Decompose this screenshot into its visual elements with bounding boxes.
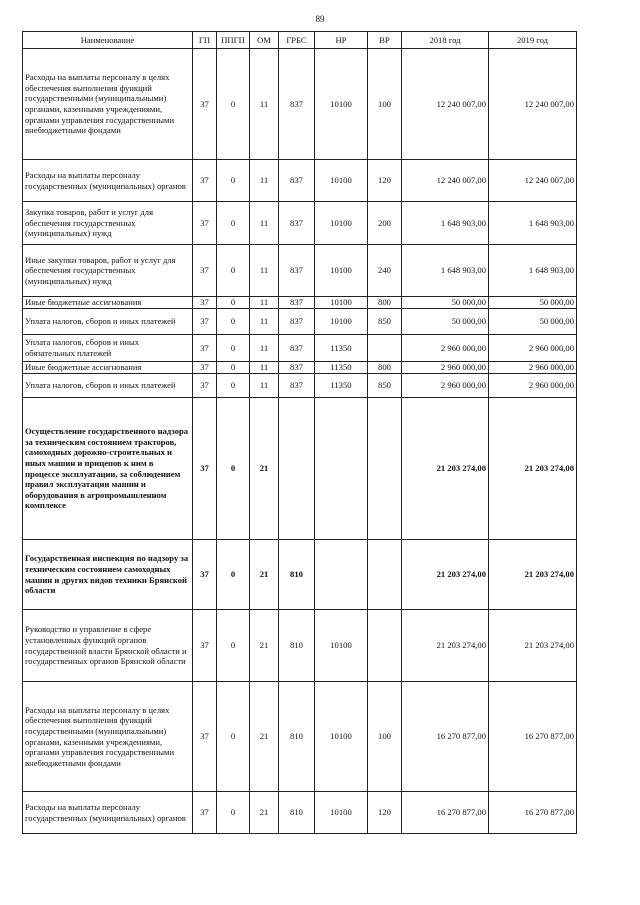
row-grbs: 810 [279, 792, 315, 834]
row-2019: 2 960 000,00 [489, 374, 577, 398]
row-name: Государственная инспекция по надзору за техническим состоянием самоходных машин и других видов техники Брянской области [23, 540, 193, 610]
row-name: Иные бюджетные ассигнования [23, 362, 193, 374]
row-vr: 120 [368, 160, 402, 202]
row-ppgp: 0 [217, 297, 250, 309]
row-ppgp: 0 [217, 792, 250, 834]
table-row [23, 540, 577, 610]
row-name: Расходы на выплаты персоналу в целях обеспечения выполнения функций государственными (муниципальными) органами, казенными учреждениями, органами управления государственными внебюджетными фондами [23, 49, 193, 160]
row-2018: 50 000,00 [402, 309, 489, 335]
row-2018: 1 648 903,00 [402, 245, 489, 297]
row-vr: 100 [368, 49, 402, 160]
row-nr: 10100 [315, 49, 368, 160]
row-nr: 10100 [315, 682, 368, 792]
row-gp: 37 [193, 792, 217, 834]
header-ppgp: ППГП [217, 32, 250, 49]
row-name: Иные закупки товаров, работ и услуг для обеспечения государственных (муниципальных) нужд [23, 245, 193, 297]
row-grbs: 837 [279, 362, 315, 374]
row-2018: 21 203 274,00 [402, 398, 489, 540]
row-2019: 50 000,00 [489, 297, 577, 309]
row-gp: 37 [193, 398, 217, 540]
row-2018: 2 960 000,00 [402, 335, 489, 362]
row-vr [368, 610, 402, 682]
row-om: 11 [250, 309, 279, 335]
row-grbs: 837 [279, 202, 315, 245]
row-ppgp: 0 [217, 335, 250, 362]
row-om: 21 [250, 682, 279, 792]
row-nr: 11350 [315, 374, 368, 398]
table-row [23, 610, 577, 682]
row-vr [368, 335, 402, 362]
budget-table [22, 31, 577, 834]
header-gp: ГП [193, 32, 217, 49]
row-vr: 120 [368, 792, 402, 834]
table-row [23, 682, 577, 792]
row-2018: 21 203 274,00 [402, 610, 489, 682]
row-grbs: 837 [279, 49, 315, 160]
header-name: Наименование [23, 32, 193, 49]
row-2018: 2 960 000,00 [402, 362, 489, 374]
table-row [23, 160, 577, 202]
row-nr: 10100 [315, 792, 368, 834]
table-row [23, 297, 577, 309]
table-row [23, 245, 577, 297]
row-om: 21 [250, 610, 279, 682]
row-gp: 37 [193, 297, 217, 309]
row-2019: 1 648 903,00 [489, 245, 577, 297]
row-gp: 37 [193, 362, 217, 374]
header-2018: 2018 год [402, 32, 489, 49]
page-number: 89 [315, 14, 325, 24]
table-header-row [23, 32, 577, 49]
row-name: Расходы на выплаты персоналу в целях обеспечения выполнения функций государственными (муниципальными) органами, казенными учреждениями, органами управления государственными внебюджетными фондами [23, 682, 193, 792]
row-vr: 850 [368, 374, 402, 398]
row-2019: 2 960 000,00 [489, 362, 577, 374]
row-ppgp: 0 [217, 540, 250, 610]
row-name: Осуществление государственного надзора за техническим состоянием тракторов, самоходных дорожно-строительных и иных машин и прицепов к ним в процессе эксплуатации, за соблюдением правил эксплуатации машин и оборудования в агропромышленном комплексе [23, 398, 193, 540]
row-nr: 10100 [315, 610, 368, 682]
row-grbs [279, 398, 315, 540]
row-nr: 11350 [315, 362, 368, 374]
row-name: Расходы на выплаты персоналу государственных (муниципальных) органов [23, 160, 193, 202]
row-grbs: 810 [279, 610, 315, 682]
row-ppgp: 0 [217, 610, 250, 682]
row-2018: 12 240 007,00 [402, 160, 489, 202]
row-gp: 37 [193, 540, 217, 610]
row-gp: 37 [193, 335, 217, 362]
row-name: Расходы на выплаты персоналу государственных (муниципальных) органов [23, 792, 193, 834]
row-vr: 800 [368, 362, 402, 374]
row-om: 11 [250, 202, 279, 245]
row-om: 11 [250, 335, 279, 362]
row-om: 11 [250, 49, 279, 160]
row-gp: 37 [193, 202, 217, 245]
row-vr [368, 398, 402, 540]
row-name: Уплата налогов, сборов и иных платежей [23, 309, 193, 335]
row-grbs: 837 [279, 297, 315, 309]
row-2019: 16 270 877,00 [489, 792, 577, 834]
row-om: 11 [250, 362, 279, 374]
row-2019: 50 000,00 [489, 309, 577, 335]
row-grbs: 837 [279, 245, 315, 297]
row-grbs: 837 [279, 309, 315, 335]
row-ppgp: 0 [217, 309, 250, 335]
row-gp: 37 [193, 682, 217, 792]
row-gp: 37 [193, 160, 217, 202]
row-2019: 21 203 274,00 [489, 540, 577, 610]
row-vr: 800 [368, 297, 402, 309]
row-om: 11 [250, 160, 279, 202]
row-nr: 10100 [315, 160, 368, 202]
header-vr: ВР [368, 32, 402, 49]
row-2018: 16 270 877,00 [402, 792, 489, 834]
row-2019: 16 270 877,00 [489, 682, 577, 792]
row-2019: 12 240 007,00 [489, 160, 577, 202]
row-ppgp: 0 [217, 374, 250, 398]
row-nr [315, 540, 368, 610]
row-2018: 50 000,00 [402, 297, 489, 309]
table-row [23, 335, 577, 362]
row-ppgp: 0 [217, 202, 250, 245]
row-gp: 37 [193, 49, 217, 160]
row-om: 11 [250, 245, 279, 297]
row-name: Руководство и управление в сфере установленных функций органов государственной власти Брянской области и государственных органов Брянской области [23, 610, 193, 682]
row-name: Иные бюджетные ассигнования [23, 297, 193, 309]
row-2019: 1 648 903,00 [489, 202, 577, 245]
row-grbs: 810 [279, 540, 315, 610]
row-2018: 2 960 000,00 [402, 374, 489, 398]
row-vr: 200 [368, 202, 402, 245]
row-gp: 37 [193, 309, 217, 335]
table-row [23, 362, 577, 374]
row-om: 11 [250, 297, 279, 309]
row-ppgp: 0 [217, 245, 250, 297]
row-om: 21 [250, 540, 279, 610]
row-2019: 12 240 007,00 [489, 49, 577, 160]
row-ppgp: 0 [217, 160, 250, 202]
row-grbs: 837 [279, 374, 315, 398]
table-row [23, 374, 577, 398]
row-ppgp: 0 [217, 362, 250, 374]
row-grbs: 837 [279, 160, 315, 202]
row-2018: 1 648 903,00 [402, 202, 489, 245]
header-2019: 2019 год [489, 32, 577, 49]
row-vr: 240 [368, 245, 402, 297]
row-vr [368, 540, 402, 610]
row-om: 21 [250, 792, 279, 834]
row-nr: 10100 [315, 297, 368, 309]
table-row [23, 49, 577, 160]
row-nr: 10100 [315, 202, 368, 245]
row-gp: 37 [193, 374, 217, 398]
row-vr: 100 [368, 682, 402, 792]
row-2018: 16 270 877,00 [402, 682, 489, 792]
row-2018: 12 240 007,00 [402, 49, 489, 160]
row-nr: 10100 [315, 309, 368, 335]
row-2019: 2 960 000,00 [489, 335, 577, 362]
row-name: Уплата налогов, сборов и иных обязательных платежей [23, 335, 193, 362]
row-nr [315, 398, 368, 540]
row-name: Уплата налогов, сборов и иных платежей [23, 374, 193, 398]
table-row [23, 202, 577, 245]
table-row [23, 398, 577, 540]
header-nr: НР [315, 32, 368, 49]
row-ppgp: 0 [217, 49, 250, 160]
header-om: ОМ [250, 32, 279, 49]
row-ppgp: 0 [217, 682, 250, 792]
row-ppgp: 0 [217, 398, 250, 540]
row-om: 11 [250, 374, 279, 398]
row-grbs: 810 [279, 682, 315, 792]
row-gp: 37 [193, 610, 217, 682]
table-row [23, 792, 577, 834]
row-nr: 10100 [315, 245, 368, 297]
row-2019: 21 203 274,00 [489, 610, 577, 682]
row-name: Закупка товаров, работ и услуг для обеспечения государственных (муниципальных) нужд [23, 202, 193, 245]
row-2019: 21 203 274,00 [489, 398, 577, 540]
row-grbs: 837 [279, 335, 315, 362]
row-2018: 21 203 274,00 [402, 540, 489, 610]
header-grbs: ГРБС [279, 32, 315, 49]
row-gp: 37 [193, 245, 217, 297]
row-om: 21 [250, 398, 279, 540]
row-vr: 850 [368, 309, 402, 335]
row-nr: 11350 [315, 335, 368, 362]
table-row [23, 309, 577, 335]
